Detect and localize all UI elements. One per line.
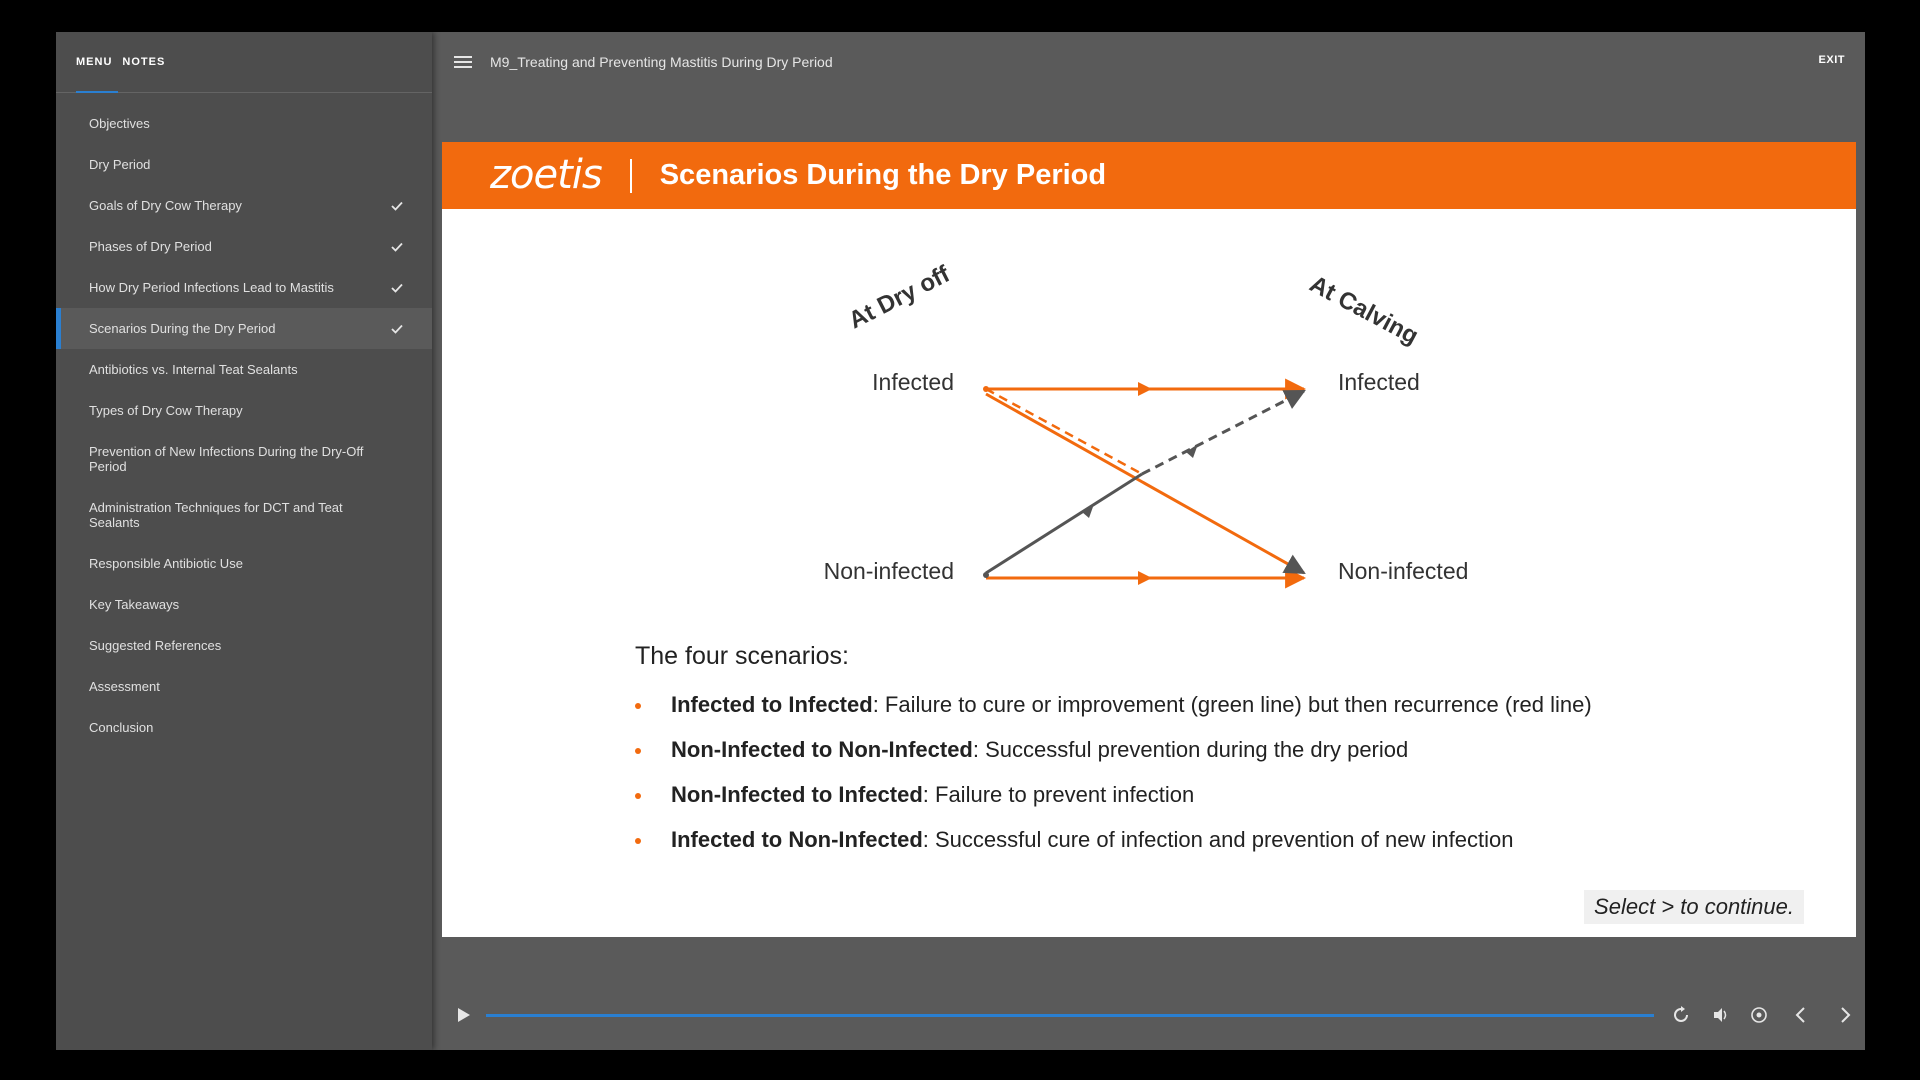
sidebar-item[interactable] [56,308,432,349]
scenario-name: Infected to Infected [671,692,873,717]
sidebar-item-label: Phases of Dry Period [89,239,212,254]
sidebar-item[interactable] [56,707,432,748]
label-right-non-infected: Non-infected [1338,558,1469,584]
scenarios-heading: The four scenarios: [635,642,849,670]
continue-instruction: Select > to continue. [1584,890,1804,924]
sidebar-tabs [56,32,432,93]
scenario-description: : Successful cure of infection and prevention of new infection [922,827,1514,852]
bullet-icon [635,793,641,799]
previous-slide-icon[interactable] [1792,1006,1810,1024]
sidebar-item[interactable] [56,543,432,584]
sidebar-item-label: Responsible Antibiotic Use [89,556,243,571]
sidebar-item-label: Goals of Dry Cow Therapy [89,198,242,213]
scenario-list [635,692,1592,872]
label-right-infected: Infected [1338,369,1420,395]
checkmark-icon [390,322,404,336]
next-slide-icon[interactable] [1836,1006,1854,1024]
arrow-midpoint-head [1082,504,1094,518]
scenario-description: : Failure to prevent infection [922,782,1195,807]
bullet-icon [635,838,641,844]
sidebar-item-label: Assessment [89,679,160,694]
sidebar-item[interactable] [56,144,432,185]
scenario-name: Non-Infected to Non-Infected [671,737,973,762]
checkmark-icon [390,199,404,213]
scenario-item [635,692,1592,737]
sidebar-item-label: Dry Period [89,157,151,172]
slide-header [442,142,1856,209]
course-player-window [56,32,1865,1050]
sidebar [56,32,432,1050]
scenario-item [635,737,1592,782]
tab-notes[interactable]: NOTES [122,56,166,68]
arrow-infected-dashed [986,389,1142,474]
slide [442,142,1856,937]
hamburger-menu-icon[interactable] [454,55,472,69]
sidebar-item[interactable] [56,584,432,625]
player-controls [432,978,1865,1050]
scenario-name: Infected to Non-Infected [671,827,923,852]
active-tab-indicator [76,91,118,93]
zoetis-logo: zoetis [490,152,602,198]
sidebar-item[interactable] [56,267,432,308]
progress-bar[interactable] [486,1014,1654,1017]
header-divider [630,159,632,193]
sidebar-item[interactable] [56,431,432,487]
sidebar-item-label: Conclusion [89,720,154,735]
scenario-description: : Successful prevention during the dry period [972,737,1409,762]
bullet-icon [635,748,641,754]
tab-menu[interactable]: MENU [76,56,113,68]
sidebar-item[interactable] [56,390,432,431]
arrow-midpoint-head [1186,444,1198,458]
sidebar-item-label: Suggested References [89,638,222,653]
sidebar-item[interactable] [56,625,432,666]
sidebar-item-label: Prevention of New Infections During the Dry-Off Period [89,444,364,474]
arrow-non-infected-to-infected-dashed [1142,391,1304,474]
sidebar-item-label: Scenarios During the Dry Period [89,321,276,336]
scenario-description: : Failure to cure or improvement (green line) but then recurrence (red line) [872,692,1592,717]
sidebar-item-label: Key Takeaways [89,597,180,612]
scenario-name: Non-Infected to Infected [671,782,923,807]
replay-icon[interactable] [1672,1006,1690,1024]
sidebar-item-label: Types of Dry Cow Therapy [89,403,243,418]
scenario-diagram [442,209,1856,629]
sidebar-item[interactable] [56,666,432,707]
sidebar-item[interactable] [56,349,432,390]
scenario-item [635,782,1592,827]
volume-icon[interactable] [1712,1006,1730,1024]
sidebar-item-label: Antibiotics vs. Internal Teat Sealants [89,362,298,377]
label-left-non-infected: Non-infected [823,558,954,584]
sidebar-item-label: How Dry Period Infections Lead to Mastitis [89,280,334,295]
label-at-calving: At Calving [1305,270,1423,351]
top-bar [432,32,1865,92]
arrow-midpoint-head [1138,571,1152,585]
course-title: M9_Treating and Preventing Mastitis During Dry Period [490,54,833,70]
sidebar-item-label: Administration Techniques for DCT and Teat Sealants [89,500,343,530]
captions-icon[interactable] [1750,1006,1768,1024]
play-icon[interactable] [456,1008,470,1022]
sidebar-item[interactable] [56,185,432,226]
bullet-icon [635,703,641,709]
sidebar-item[interactable] [56,103,432,144]
arrow-non-infected-to-infected [986,474,1142,573]
checkmark-icon [390,240,404,254]
node-left-non-infected [983,572,989,578]
exit-button[interactable]: EXIT [1818,54,1845,66]
checkmark-icon [390,281,404,295]
scenario-item [635,827,1592,872]
arrow-infected-to-non-infected [986,394,1304,573]
sidebar-item[interactable] [56,487,432,543]
slide-title: Scenarios During the Dry Period [659,159,1107,191]
sidebar-item[interactable] [56,226,432,267]
label-at-dry-off: At Dry off [844,260,955,335]
menu-list [56,93,432,748]
sidebar-item-label: Objectives [89,116,150,131]
label-left-infected: Infected [872,369,954,395]
node-left-infected [983,386,989,392]
arrow-midpoint-head [1138,382,1152,396]
